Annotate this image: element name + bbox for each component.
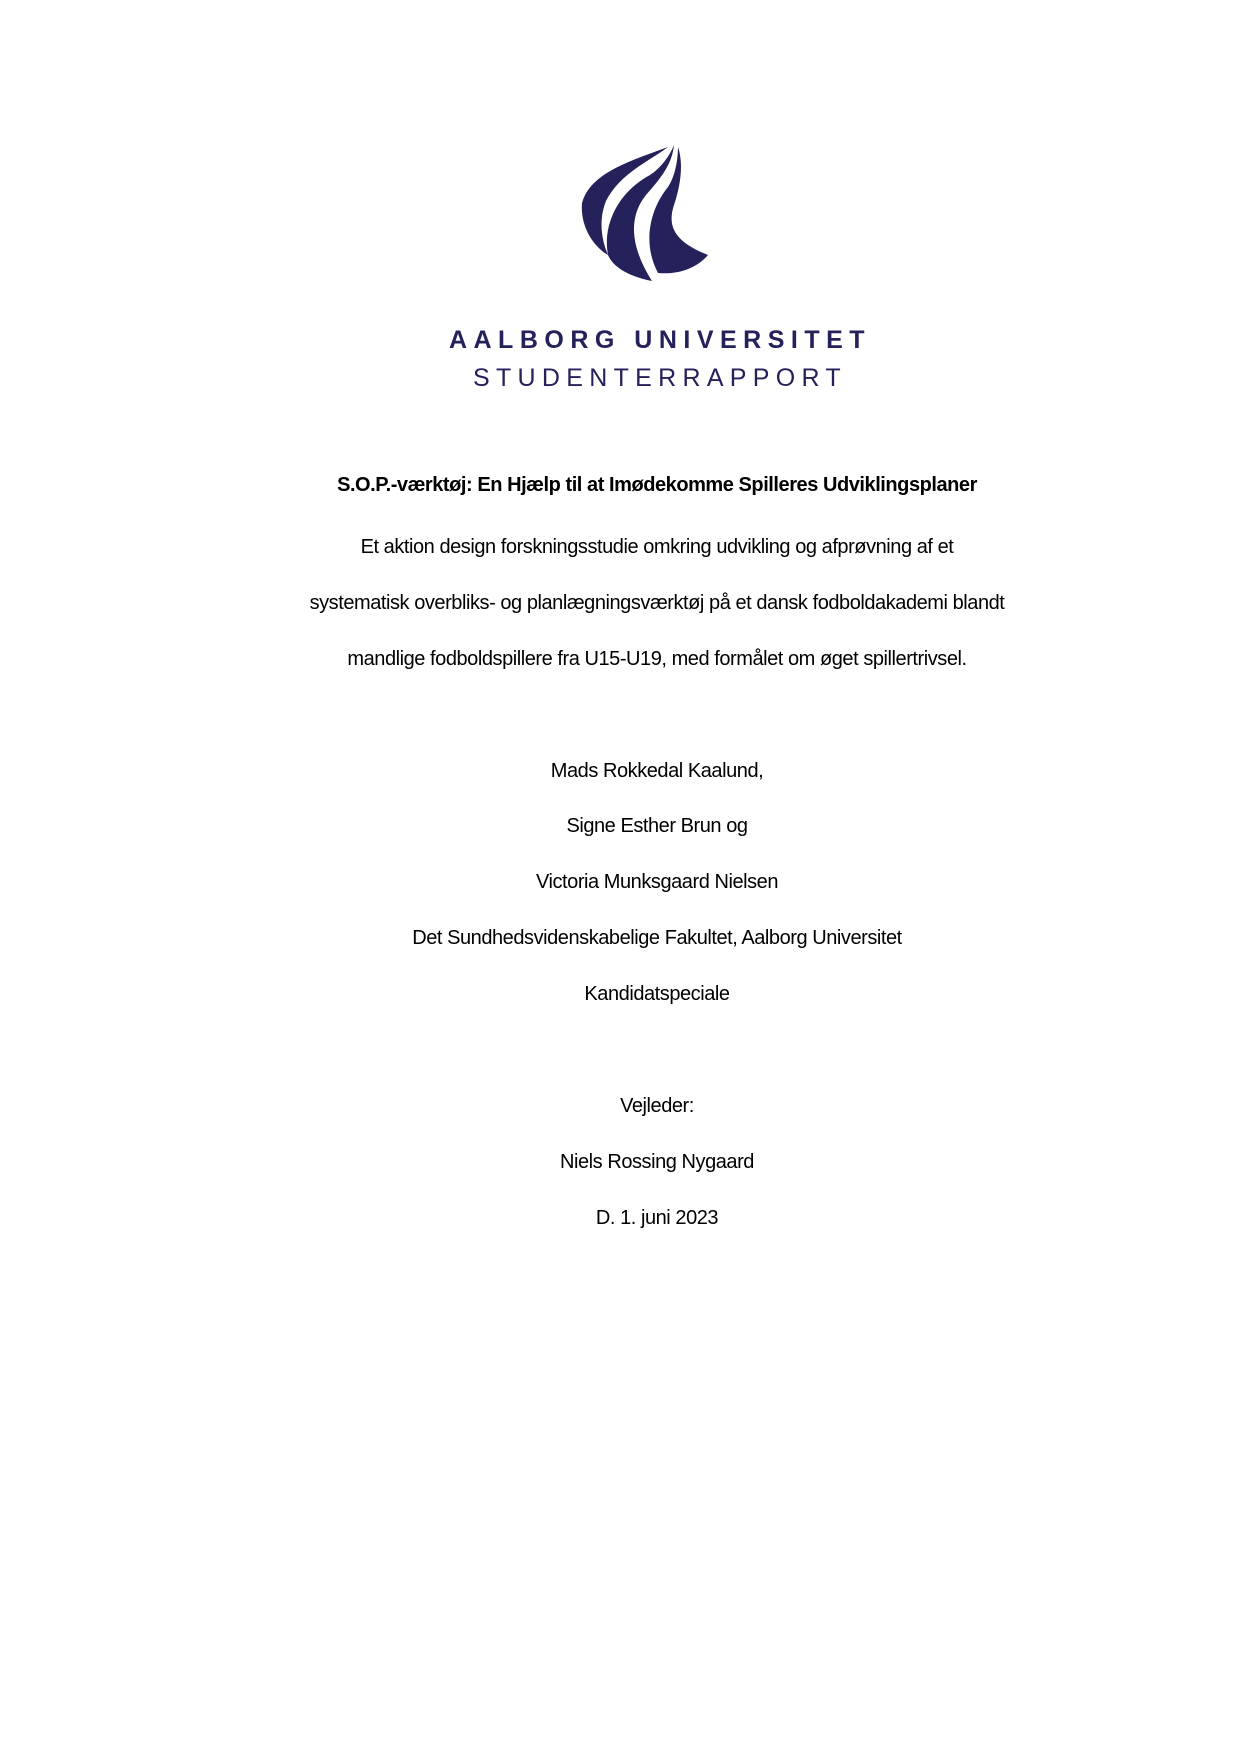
- faculty: Det Sundhedsvidenskabelige Fakultet, Aalborg Universitet: [412, 927, 902, 949]
- subtitle-line: systematisk overbliks- og planlægningsværktøj på et dansk fodboldakademi blandt: [309, 592, 1005, 614]
- report-title: S.O.P.-værktøj: En Hjælp til at Imødekomme Spilleres Udviklingsplaner: [337, 474, 977, 496]
- thesis-type: Kandidatspeciale: [584, 983, 730, 1005]
- date: D. 1. juni 2023: [595, 1207, 719, 1229]
- university-name: AALBORG UNIVERSITET: [448, 326, 872, 354]
- aalborg-university-logo-mark: [580, 143, 715, 285]
- supervisor-label: Vejleder:: [620, 1095, 694, 1117]
- author: Victoria Munksgaard Nielsen: [535, 871, 779, 893]
- supervisor-name: Niels Rossing Nygaard: [560, 1151, 754, 1173]
- logo-wave-right: [649, 147, 708, 273]
- author: Signe Esther Brun og: [566, 815, 748, 837]
- subtitle-line: mandlige fodboldspillere fra U15-U19, med formålet om øget spillertrivsel.: [347, 648, 967, 670]
- author: Mads Rokkedal Kaalund,: [550, 760, 764, 782]
- subtitle-line: Et aktion design forskningsstudie omkring udvikling og afprøvning af et: [360, 536, 954, 558]
- report-type-label: STUDENTERRAPPORT: [473, 364, 847, 392]
